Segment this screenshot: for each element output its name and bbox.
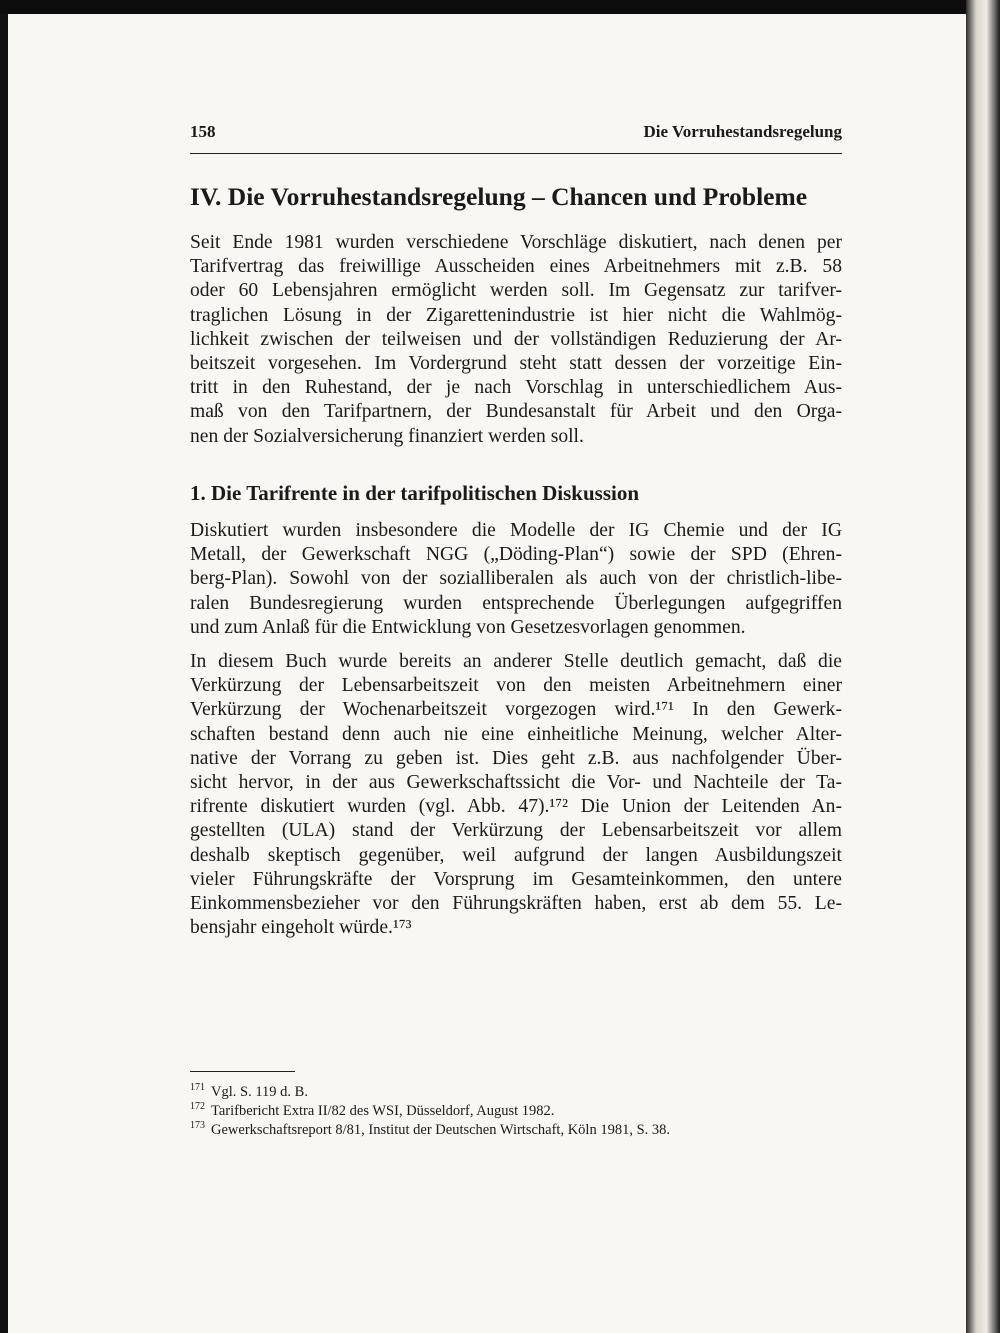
text-line: oder 60 Lebensjahren ermöglicht werden soll. Im Gegensatz zur tarifver- [190,280,842,302]
footnote-text: Vgl. S. 119 d. B. [211,1083,308,1100]
paragraph-models [190,519,842,640]
text-line: berg-Plan). Sowohl von der sozialliberalen als auch von der christlich-libe- [190,568,842,590]
text-line: nen der Sozialversicherung finanziert werden soll. [190,425,584,447]
text-line: native der Vorrang zu geben ist. Dies geht z.B. aus nachfolgender Über- [190,747,842,769]
text-line: Verkürzung der Lebensarbeitszeit von den meisten Arbeitnehmern einer [190,675,842,697]
chapter-title: IV. Die Vorruhestandsregelung – Chancen und Probleme [190,182,808,211]
text-line: Einkommensbezieher vor den Führungskräften haben, erst ab dem 55. Le- [190,892,842,914]
footnote-text: Tarifbericht Extra II/82 des WSI, Düsseldorf, August 1982. [211,1102,555,1119]
scan-border-top [0,0,1000,14]
text-line: Seit Ende 1981 wurden verschiedene Vorschläge diskutiert, nach denen per [190,232,842,253]
text-line: maß von den Tarifpartnern, der Bundesanstalt für Arbeit und den Orga- [190,401,842,423]
text-line: vieler Führungskräfte der Vorsprung im Gesamteinkommen, den untere [190,868,842,890]
text-line: gestellten (ULA) stand der Verkürzung der Lebensarbeitszeit vor allem [190,820,842,842]
text-line: und zum Anlaß für die Entwicklung von Gesetzesvorlagen genommen. [190,616,746,638]
footnote-rule [190,1071,295,1072]
book-page-edge [966,0,1000,1333]
text-line: ralen Bundesregierung wurden entsprechende Überlegungen aufgegriffen [190,592,842,614]
text-line: deshalb skeptisch gegenüber, weil aufgrund der langen Ausbildungszeit [190,844,842,866]
paragraph-discussion [190,650,842,940]
footnote-number: 171 [190,1082,205,1093]
running-title: Die Vorruhestandsregelung [643,122,842,141]
footnote-number: 173 [190,1120,205,1131]
text-line: schaften bestand denn auch nie eine einheitliche Meinung, welcher Alter- [190,723,842,745]
text-line: Tarifvertrag das freiwillige Ausscheiden eines Arbeitnehmers mit z.B. 58 [190,256,842,278]
footnote-text: Gewerkschaftsreport 8/81, Institut der Deutschen Wirtschaft, Köln 1981, S. 38. [211,1121,671,1138]
text-line: rifrente diskutiert wurden (vgl. Abb. 47).¹⁷² Die Union der Leitenden An- [190,796,842,818]
text-line: tritt in den Ruhestand, der je nach Vorschlag in unterschiedlichem Aus- [190,377,842,399]
text-line: Diskutiert wurden insbesondere die Modelle der IG Chemie und der IG [190,520,842,541]
text-line: beitszeit vorgesehen. Im Vordergrund steht statt dessen der vorzeitige Ein- [190,352,842,374]
text-line: lichkeit zwischen der teilweisen und der vollständigen Reduzierung der Ar- [190,328,842,350]
section-heading: 1. Die Tarifrente in der tarifpolitischen Diskussion [190,481,640,505]
header-rule [190,153,842,154]
text-line: traglichen Lösung in der Zigarettenindustrie ist hier nicht die Wahlmög- [190,304,842,326]
footnote-number: 172 [190,1101,205,1112]
text-line: sicht hervor, in der aus Gewerkschaftssicht die Vor- und Nachteile der Ta- [190,771,842,793]
text-line: Metall, der Gewerkschaft NGG („Döding-Plan“) sowie der SPD (Ehren- [190,544,842,566]
footnote-171 [190,1082,308,1101]
text-line: bensjahr eingeholt würde.¹⁷³ [190,917,412,939]
footnote-173 [190,1120,670,1139]
footnote-172 [190,1101,554,1120]
text-line: Verkürzung der Wochenarbeitszeit vorgezogen wird.¹⁷¹ In den Gewerk- [190,699,842,721]
paragraph-intro [190,231,842,449]
text-line: In diesem Buch wurde bereits an anderer Stelle deutlich gemacht, daß die [190,651,842,672]
page-number: 158 [190,122,216,141]
